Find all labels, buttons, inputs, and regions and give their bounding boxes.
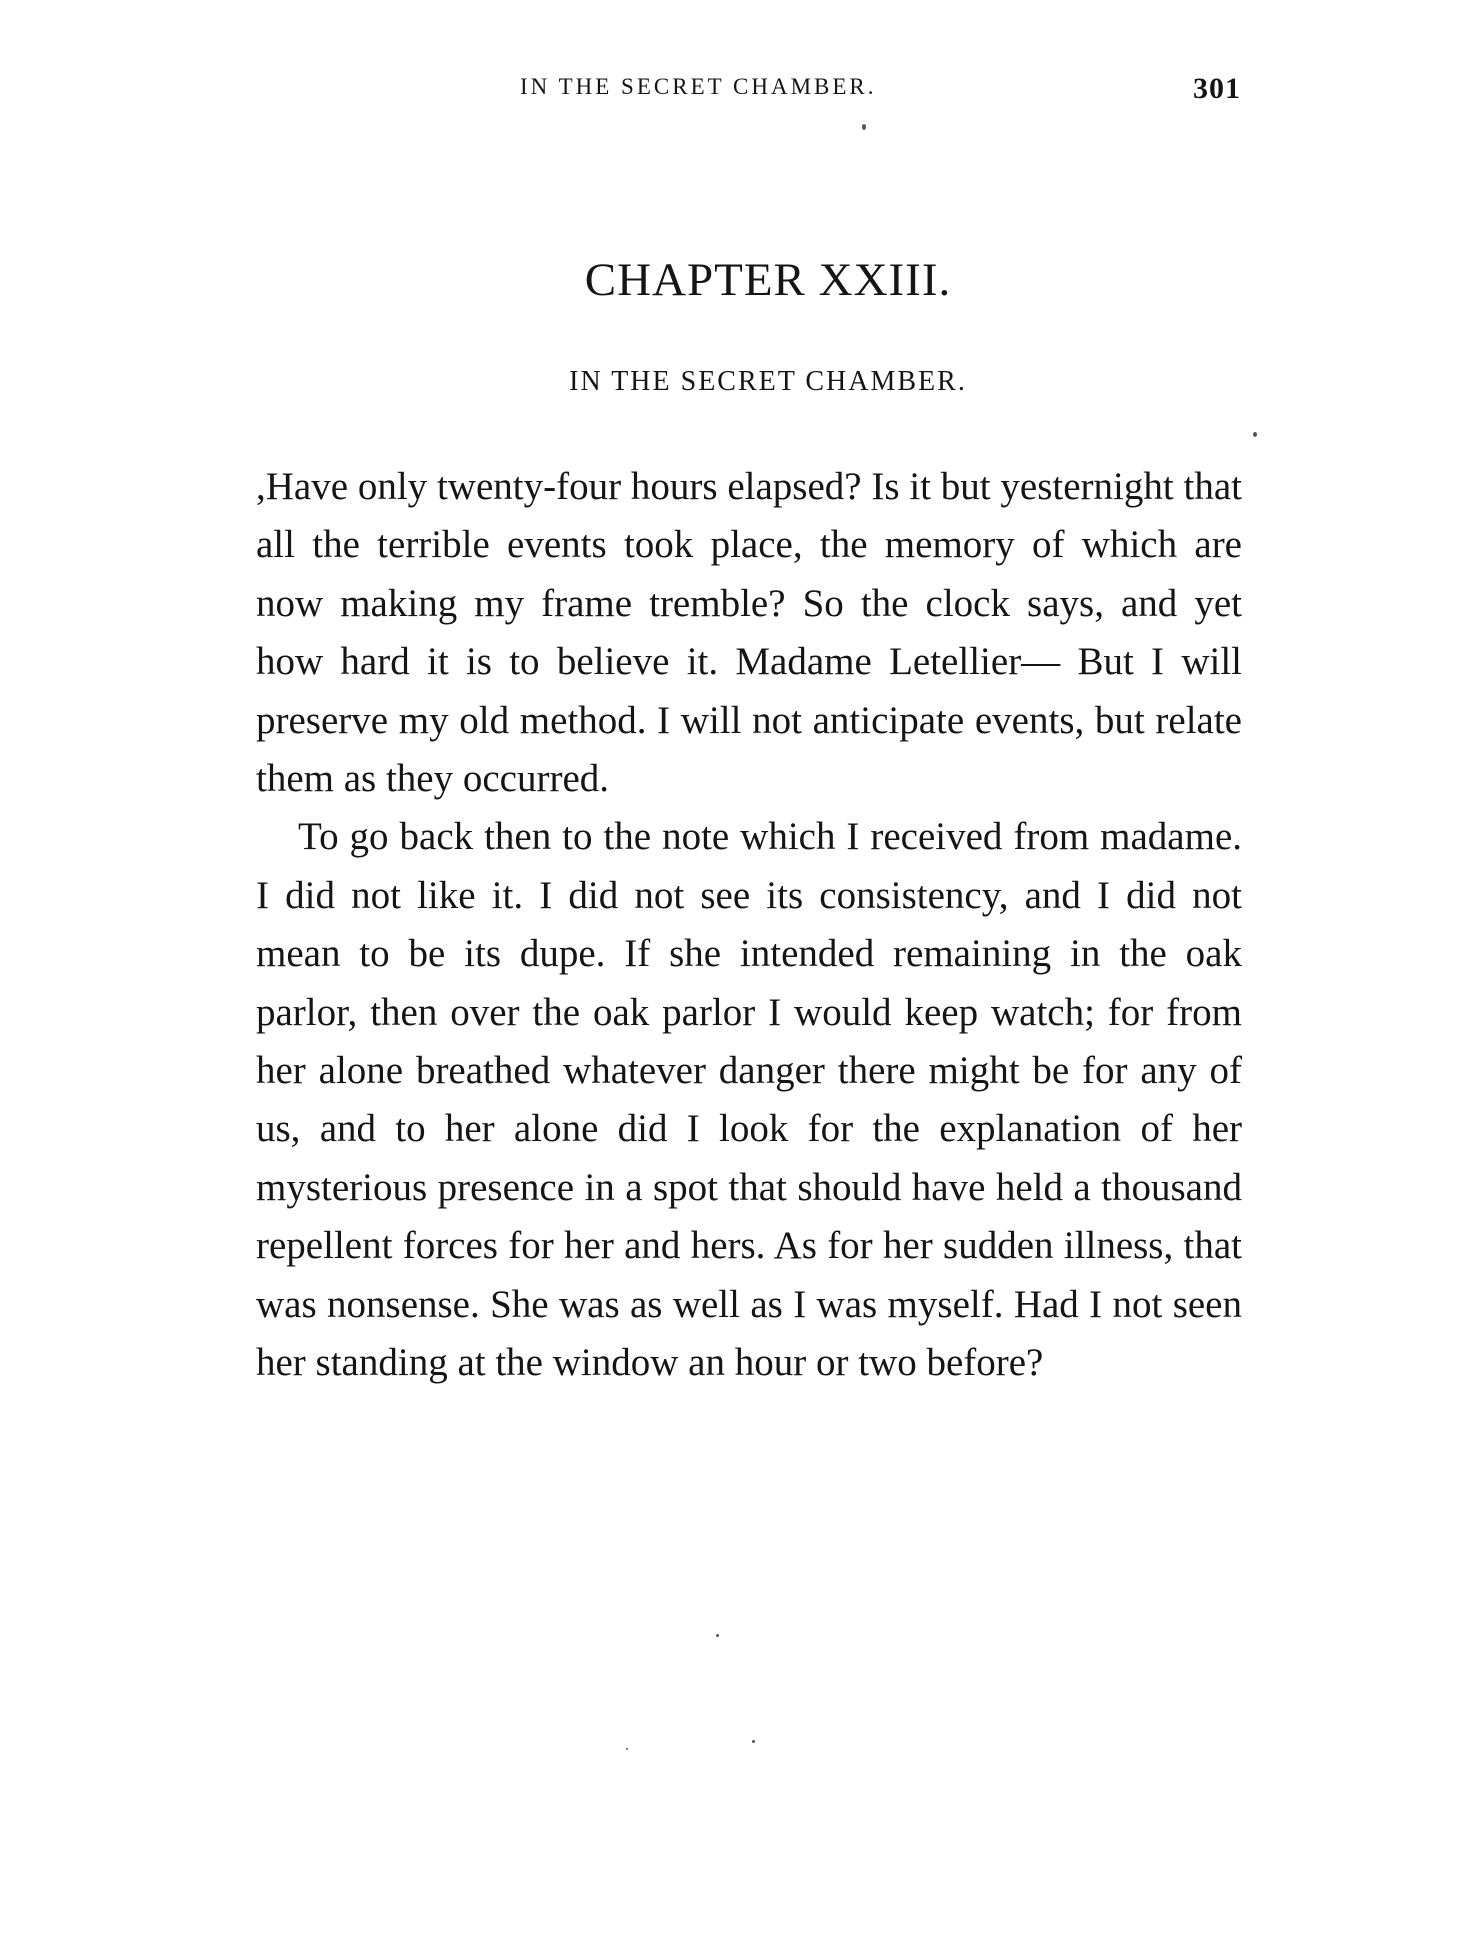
scan-speck <box>862 124 866 130</box>
paragraph-2: To go back then to the note which I received from madame. I did not like it. I did not see its consistency, and I did not mean to be its dupe. If she intended remaining in the oak parlor, then over the oak parlor I would keep watch; for from her alone breathed whatever danger there might be for any of us, and to her alone did I look for the explanation of her mysterious presence in a spot that should have held a thousand repellent forces for her and hers. As for her sudden illness, that was nonsense. She was as well as I was myself. Had I not seen her standing at the window an hour or two before? <box>256 815 1242 1385</box>
scan-speck <box>626 1748 628 1750</box>
paragraph-1: ,Have only twenty-four hours elapsed? Is it but yesternight that all the terrible events took place, the memory of which are now making my frame tremble? So the clock says, and yet how hard it is to believe it. Madame Letellier— But I will preserve my old method. I will not anticipate events, but relate them as they occurred. <box>256 465 1242 801</box>
body-text <box>256 458 1242 1393</box>
scan-speck <box>752 1740 755 1743</box>
page-number: 301 <box>1193 72 1241 105</box>
running-head: IN THE SECRET CHAMBER. <box>520 74 877 99</box>
chapter-title: CHAPTER XXIII. <box>584 254 952 306</box>
scan-speck <box>1253 432 1257 437</box>
chapter-subtitle: IN THE SECRET CHAMBER. <box>569 366 967 397</box>
scan-speck <box>716 1634 719 1637</box>
